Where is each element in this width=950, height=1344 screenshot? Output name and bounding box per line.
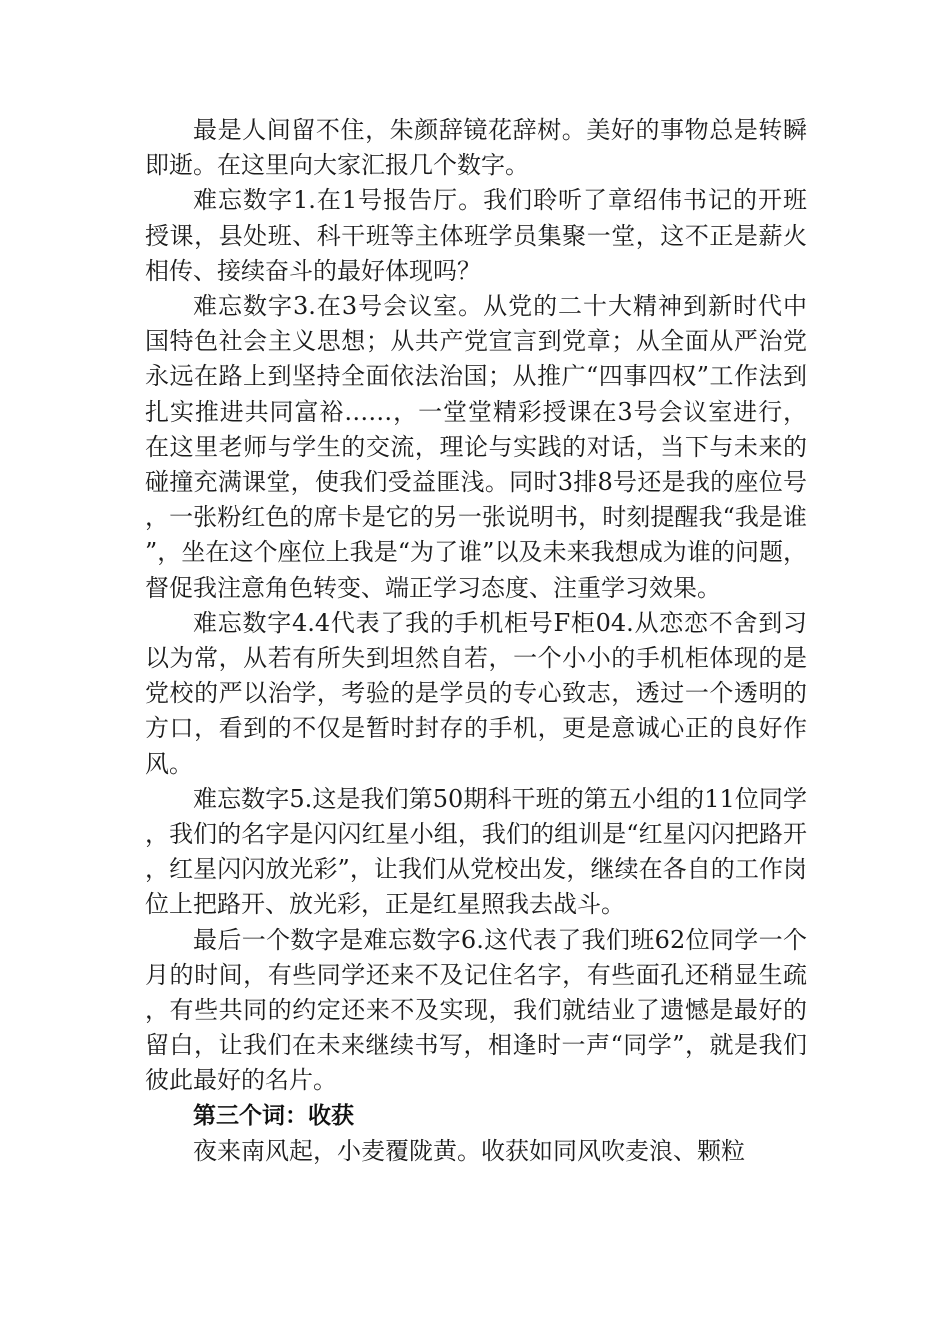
paragraph-number-5: 难忘数字5.这是我们第50期科干班的第五小组的11位同学，我们的名字是闪闪红星小组，我们的组训是“红星闪闪把路开，红星闪闪放光彩”，让我们从党校出发，继续在各自的工作岗位上把路开、放光彩，正是红星照我去战斗。 [145,784,807,919]
document-body [145,113,807,1169]
section-heading: 第三个词：收获 [193,1102,354,1129]
paragraph-number-1: 难忘数字1.在1号报告厅。我们聆听了章绍伟书记的开班授课，县处班、科干班等主体班学员集聚一堂，这不正是薪火相传、接续奋斗的最好体现吗？ [145,186,807,285]
paragraph-intro: 最是人间留不住，朱颜辞镜花辞树。美好的事物总是转瞬即逝。在这里向大家汇报几个数字。 [145,116,807,180]
paragraph-harvest: 夜来南风起，小麦覆陇黄。收获如同风吹麦浪、颗粒 [193,1136,745,1165]
paragraph-number-4: 难忘数字4.4代表了我的手机柜号F柜04.从恋恋不舍到习以为常，从若有所失到坦然自若，一个小小的手机柜体现的是党校的严以治学，考验的是学员的专心致志，透过一个透明的方口，看到的不仅是暂时封存的手机，更是意诚心正的良好作风。 [145,608,807,778]
paragraph-number-3: 难忘数字3.在3号会议室。从党的二十大精神到新时代中国特色社会主义思想；从共产党宣言到党章；从全面从严治党永远在路上到坚持全面依法治国；从推广“四事四权”工作法到扎实推进共同富裕……，一堂堂精彩授课在3号会议室进行，在这里老师与学生的交流，理论与实践的对话，当下与未来的碰撞充满课堂，使我们受益匪浅。同时3排8号还是我的座位号，一张粉红色的席卡是它的另一张说明书，时刻提醒我“我是谁”，坐在这个座位上我是“为了谁”以及未来我想成为谁的问题，督促我注意角色转变、端正学习态度、注重学习效果。 [145,292,807,602]
paragraph-number-6: 最后一个数字是难忘数字6.这代表了我们班62位同学一个月的时间，有些同学还来不及记住名字，有些面孔还稍显生疏，有些共同的约定还来不及实现，我们就结业了遗憾是最好的留白，让我们在未来继续书写，相逢时一声“同学”，就是我们彼此最好的名片。 [145,925,807,1095]
